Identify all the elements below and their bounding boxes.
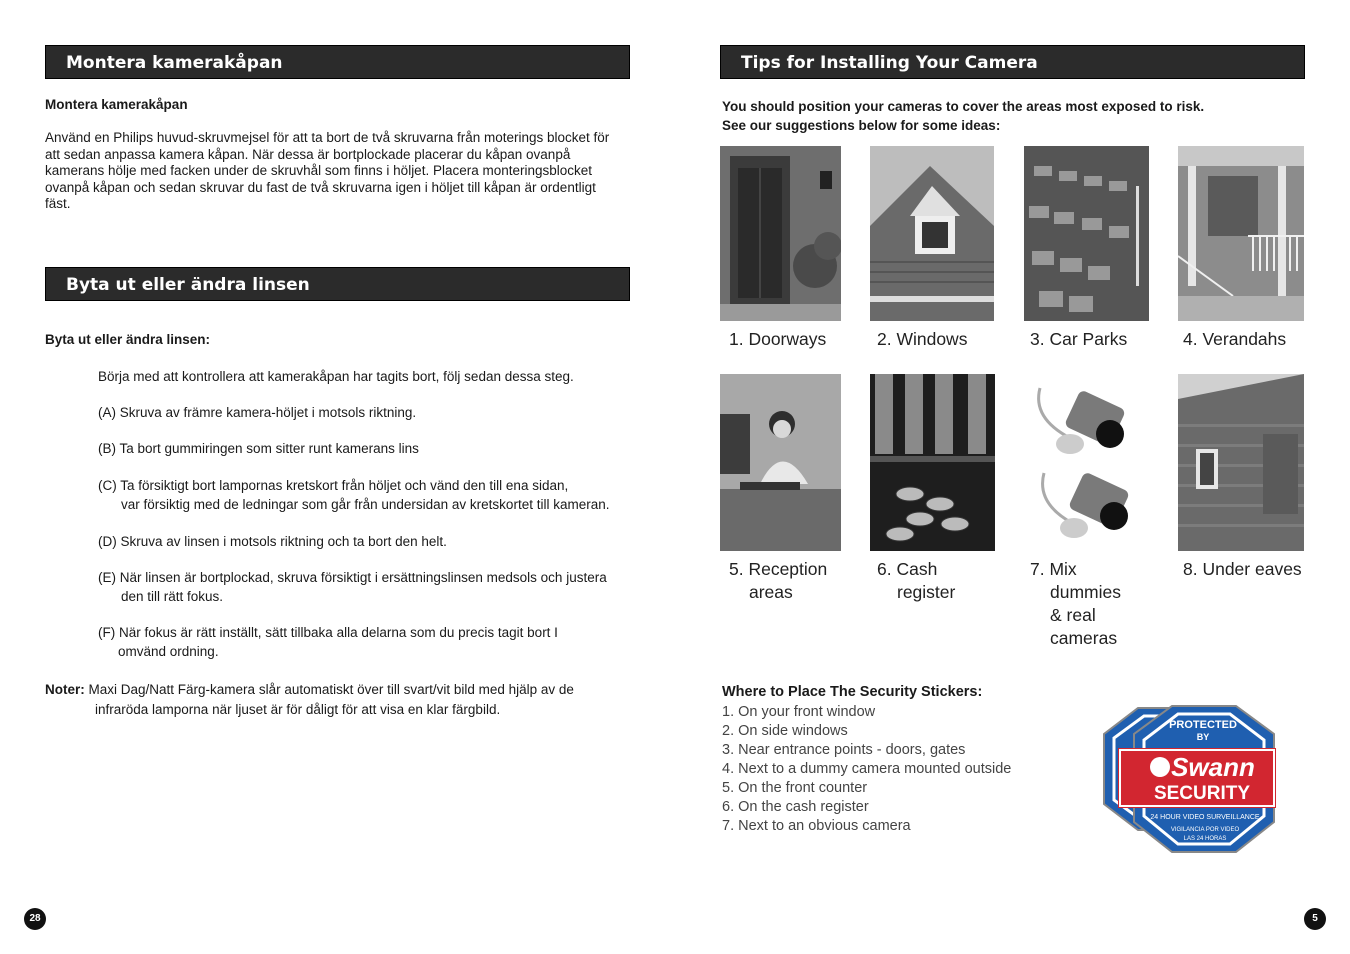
sticker-security: SECURITY — [1153, 783, 1251, 804]
step-b — [98, 439, 419, 458]
sticker-line-2: VIGILANCIA POR VIDEO — [1170, 827, 1240, 833]
tip-7-label: 7. Mix — [1030, 559, 1077, 579]
security-sticker — [1098, 700, 1308, 858]
step-d — [98, 532, 447, 551]
sticker-protected: PROTECTED — [1169, 719, 1237, 731]
step-c — [98, 476, 609, 514]
step-f-text: (F) När fokus är rätt inställt, sätt tillbaka alla delarna som du precis tagit bort I — [98, 625, 558, 640]
step-c-continued: var försiktig med de ledningar som går från undersidan av kretskortet till kameran. — [121, 497, 610, 512]
note-label: Noter: — [45, 682, 85, 697]
tip-caption-6 — [877, 558, 955, 604]
linsen-intro: Börja med att kontrollera att kamerakåpan har tagits bort, följ sedan dessa steg. — [98, 369, 574, 384]
section-header-montera: Montera kamerakåpan — [45, 45, 630, 79]
tip-5-label: 5. Reception — [729, 559, 828, 579]
tip-7-label-line-3: & real — [1050, 605, 1096, 625]
step-a — [98, 403, 416, 422]
subheading-montera: Montera kamerakåpan — [45, 97, 188, 112]
photo-reception — [720, 374, 841, 551]
note-line-1: Maxi Dag/Natt Färg-kamera slår automatiskt över till svart/vit bild med hjälp av de — [88, 682, 574, 697]
list-item: 5. On the front counter — [722, 780, 868, 796]
subheading-linsen: Byta ut eller ändra linsen: — [45, 332, 211, 347]
tip-7-label-line-2: dummies — [1050, 582, 1121, 602]
step-b-text: (B) Ta bort gummiringen som sitter runt kamerans lins — [98, 441, 419, 456]
list-item: 1. On your front window — [722, 704, 876, 720]
sticker-by: BY — [1196, 732, 1210, 742]
stickers-list — [722, 703, 1011, 836]
photo-cash-register — [870, 374, 995, 551]
section-header-tips: Tips for Installing Your Camera — [720, 45, 1305, 79]
section-header-linsen: Byta ut eller ändra linsen — [45, 267, 630, 301]
step-f — [98, 623, 558, 661]
tip-caption-2 — [877, 328, 967, 351]
tip-4-label: 4. Verandahs — [1183, 329, 1287, 349]
photo-windows — [870, 146, 994, 321]
list-item: 2. On side windows — [722, 723, 848, 739]
tip-caption-1 — [729, 328, 826, 351]
page-number-right: 5 — [1304, 908, 1326, 930]
tip-3-label: 3. Car Parks — [1030, 329, 1128, 349]
montera-paragraph: Använd en Philips huvud-skruvmejsel för att ta bort de två skruvarna från moterings blocket för att sedan anpassa kamera kåpan. När dessa är bortplockade placerar du kåpan ovanpå kamerans hölje med facken under de skruvhål som finns i höljet. Placera monteringsblocket ovanpå kåpan och sedan skruvar du fast de två skruvarna igen i höljet till kåpan är ordentligt fäst. — [45, 130, 610, 211]
tip-1-label: 1. Doorways — [729, 329, 827, 349]
stickers-heading: Where to Place The Security Stickers: — [722, 684, 983, 700]
photo-verandahs — [1178, 146, 1304, 321]
sticker-line-3: LAS 24 HORAS — [1183, 836, 1227, 842]
tip-caption-4 — [1183, 328, 1286, 351]
page-number-left: 28 — [24, 908, 46, 930]
photo-doorway — [720, 146, 841, 321]
tips-intro-line-2: See our suggestions below for some ideas: — [722, 118, 1001, 133]
photo-car-parks — [1024, 146, 1149, 321]
photo-under-eaves — [1178, 374, 1304, 551]
note-line-2: infraröda lamporna när ljuset är för dåligt för att visa en klar färgbild. — [95, 702, 501, 717]
tips-intro-line-1: You should position your cameras to cover the areas most exposed to risk. — [722, 99, 1205, 114]
list-item: 6. On the cash register — [722, 799, 869, 815]
sticker-brand: Swann — [1171, 752, 1255, 782]
tip-2-label: 2. Windows — [877, 329, 968, 349]
tip-7-label-line-4: cameras — [1050, 628, 1118, 648]
tip-caption-7 — [1030, 558, 1121, 650]
list-item: 4. Next to a dummy camera mounted outside — [722, 761, 1012, 777]
tip-caption-5 — [729, 558, 827, 604]
tip-5-label-continued: areas — [749, 582, 793, 602]
list-item: 7. Next to an obvious camera — [722, 818, 911, 834]
step-d-text: (D) Skruva av linsen i motsols riktning och ta bort den helt. — [98, 534, 447, 549]
step-a-text: (A) Skruva av främre kamera-höljet i motsols riktning. — [98, 405, 417, 420]
list-item: 3. Near entrance points - doors, gates — [722, 742, 966, 758]
tip-caption-8 — [1183, 558, 1302, 581]
tip-8-label: 8. Under eaves — [1183, 559, 1302, 579]
photo-cameras — [1030, 378, 1145, 550]
tip-caption-3 — [1030, 328, 1127, 351]
step-f-continued: omvänd ordning. — [118, 644, 219, 659]
step-e — [98, 568, 607, 606]
tip-6-label-continued: register — [897, 582, 956, 602]
step-c-text: (C) Ta försiktigt bort lampornas kretskort från höljet och vänd den till ena sidan, — [98, 478, 569, 493]
tip-6-label: 6. Cash — [877, 559, 938, 579]
tips-intro — [722, 97, 1204, 135]
step-e-continued: den till rätt fokus. — [121, 589, 224, 604]
note — [45, 680, 574, 720]
step-e-text: (E) När linsen är bortplockad, skruva försiktigt i ersättningslinsen medsols och justera — [98, 570, 607, 585]
swann-swirl-icon — [1150, 757, 1170, 777]
sticker-line-1: 24 HOUR VIDEO SURVEILLANCE — [1150, 814, 1260, 821]
